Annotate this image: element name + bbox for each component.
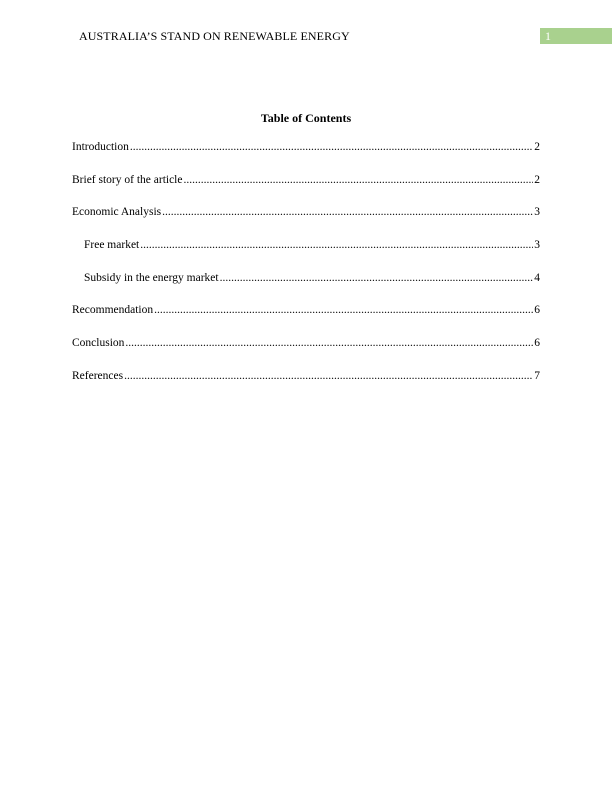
toc-entry-free-market[interactable]	[72, 238, 540, 271]
toc-dot-leader	[130, 140, 533, 154]
toc-dot-leader	[124, 369, 533, 383]
toc-entry-subsidy[interactable]	[72, 271, 540, 304]
toc-entry-page: 3	[534, 239, 540, 252]
toc-entry-page: 4	[534, 271, 540, 284]
toc-dot-leader	[162, 205, 533, 219]
toc-entry-label: Brief story of the article	[72, 173, 183, 186]
toc-entry-introduction[interactable]	[72, 140, 540, 173]
page-number-badge	[540, 28, 612, 44]
toc-dot-leader	[140, 238, 533, 252]
toc-entry-page: 7	[534, 369, 540, 382]
toc-entry-label: Subsidy in the energy market	[84, 271, 219, 284]
table-of-contents	[72, 140, 540, 402]
toc-entry-recommendation[interactable]	[72, 303, 540, 336]
toc-entry-label: Economic Analysis	[72, 206, 162, 219]
toc-dot-leader	[154, 303, 533, 317]
toc-entry-page: 2	[534, 173, 540, 186]
toc-entry-label: Recommendation	[72, 304, 154, 317]
toc-entry-page: 2	[534, 141, 540, 153]
toc-entry-label: Introduction	[72, 141, 129, 153]
toc-entry-label: Conclusion	[72, 337, 125, 350]
toc-entry-brief-story[interactable]	[72, 173, 540, 206]
toc-entry-page: 3	[534, 206, 540, 219]
toc-title: Table of Contents	[260, 111, 352, 125]
toc-dot-leader	[125, 336, 533, 350]
page-number: 1	[545, 29, 551, 43]
toc-entry-conclusion[interactable]	[72, 336, 540, 369]
toc-entry-label: References	[72, 369, 124, 382]
toc-dot-leader	[220, 271, 534, 285]
toc-entry-page: 6	[534, 304, 540, 317]
toc-entry-label: Free market	[84, 239, 140, 252]
running-header: AUSTRALIA’S STAND ON RENEWABLE ENERGY	[79, 29, 350, 43]
toc-entry-economic-analysis[interactable]	[72, 205, 540, 238]
toc-entry-references[interactable]	[72, 369, 540, 402]
toc-dot-leader	[184, 173, 534, 187]
toc-entry-page: 6	[534, 337, 540, 350]
